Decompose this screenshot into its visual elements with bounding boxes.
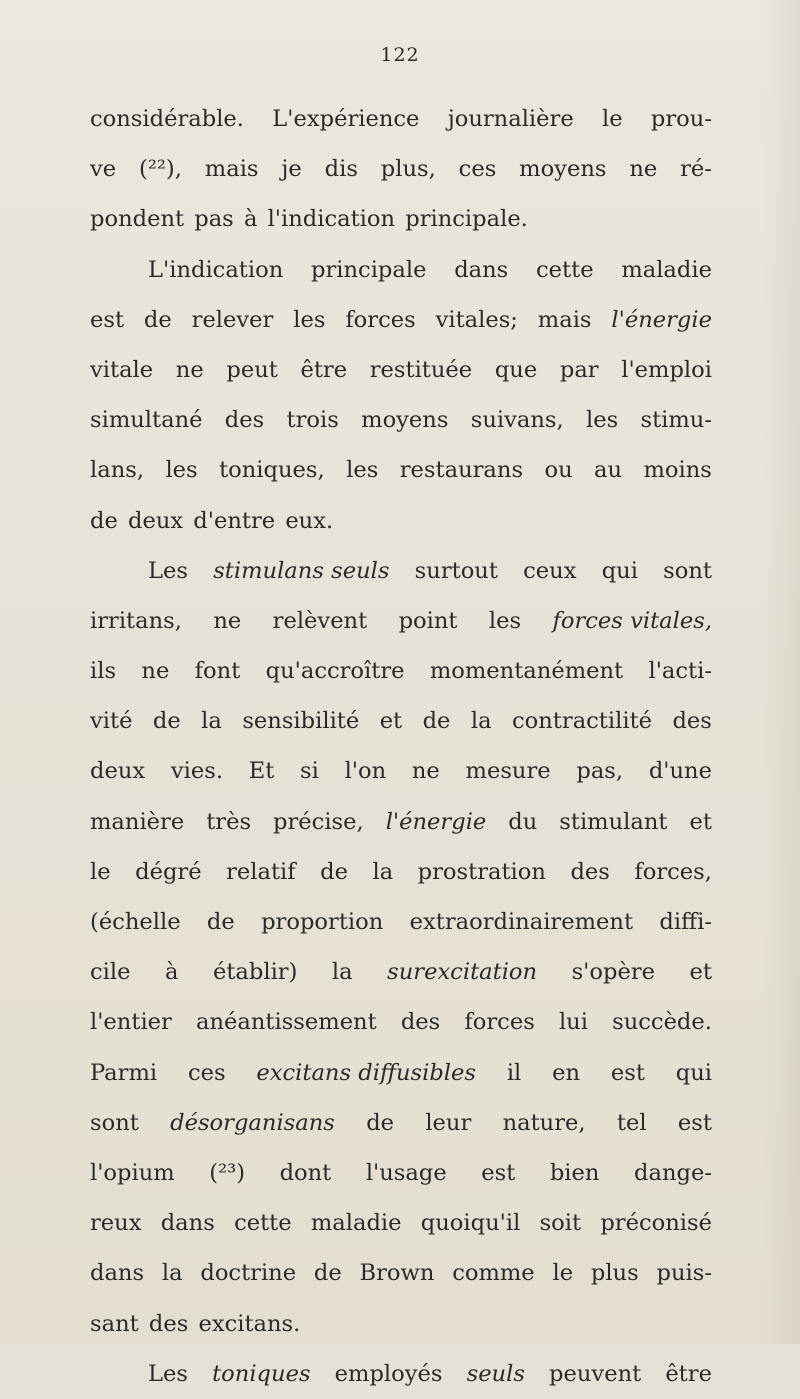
word: les bbox=[346, 457, 379, 484]
word: bien bbox=[549, 1159, 600, 1186]
word: maladie bbox=[310, 1210, 402, 1237]
word: dégré bbox=[135, 858, 202, 885]
word: les bbox=[293, 306, 326, 333]
word: dont bbox=[279, 1159, 332, 1186]
word: ces bbox=[187, 1059, 226, 1086]
word: les bbox=[488, 607, 522, 634]
text-line bbox=[90, 94, 712, 144]
word: succède. bbox=[612, 1009, 712, 1036]
word: de bbox=[313, 1260, 342, 1287]
word: si bbox=[300, 758, 319, 785]
word: désorganisans bbox=[170, 1109, 335, 1136]
word: l'énergie bbox=[611, 306, 712, 333]
word: Et bbox=[248, 758, 275, 785]
word: (²²), bbox=[139, 156, 182, 183]
word: l'emploi bbox=[621, 356, 712, 383]
text-line bbox=[90, 144, 712, 194]
word: seuls bbox=[466, 1360, 525, 1387]
text-line bbox=[90, 596, 712, 646]
text-line bbox=[90, 295, 712, 345]
word: reux bbox=[90, 1210, 142, 1237]
text-line bbox=[90, 897, 712, 947]
word: est bbox=[90, 306, 125, 333]
word: extraordinairement bbox=[409, 909, 634, 935]
word: diffi- bbox=[659, 909, 712, 935]
text-line bbox=[90, 847, 712, 897]
word: toniques bbox=[212, 1360, 311, 1387]
word: de bbox=[422, 708, 451, 735]
word: l'acti- bbox=[648, 658, 712, 685]
text-line bbox=[90, 546, 712, 596]
word: sant bbox=[90, 1310, 139, 1337]
word: des bbox=[400, 1009, 441, 1036]
word: la bbox=[470, 708, 492, 735]
word: et bbox=[379, 708, 403, 735]
word: comme bbox=[452, 1260, 535, 1287]
word: la bbox=[161, 1260, 183, 1287]
word: Brown bbox=[359, 1260, 435, 1287]
text-line bbox=[90, 1349, 712, 1399]
word: mais bbox=[204, 156, 259, 183]
word: principale. bbox=[405, 206, 528, 233]
word: relatif bbox=[226, 858, 296, 885]
word: de bbox=[143, 306, 172, 333]
word: ne bbox=[213, 607, 242, 634]
word: au bbox=[594, 457, 623, 484]
word: ou bbox=[544, 457, 573, 484]
word: doctrine bbox=[200, 1260, 297, 1287]
word: peut bbox=[226, 356, 278, 383]
word: est bbox=[481, 1159, 516, 1186]
word: le bbox=[602, 106, 623, 132]
word: restituée bbox=[369, 356, 473, 383]
word: sont bbox=[90, 1109, 139, 1136]
word: qui bbox=[601, 557, 638, 584]
word: Les bbox=[148, 557, 188, 584]
word: et bbox=[689, 959, 712, 986]
text-line bbox=[90, 496, 712, 546]
word: relever bbox=[191, 306, 274, 333]
text-line bbox=[90, 445, 712, 495]
text-line bbox=[90, 1248, 712, 1298]
word: dis bbox=[324, 156, 358, 183]
text-line bbox=[90, 345, 712, 395]
word: contractilité bbox=[512, 708, 653, 735]
word: des bbox=[672, 708, 712, 735]
word: (²³) bbox=[209, 1159, 246, 1186]
word: des bbox=[148, 1310, 189, 1337]
word: plus bbox=[590, 1260, 639, 1287]
word: les bbox=[165, 457, 198, 484]
word: ceux bbox=[523, 557, 577, 584]
word: l'énergie bbox=[385, 808, 487, 835]
word: deux bbox=[128, 507, 184, 534]
word: Parmi bbox=[90, 1059, 158, 1086]
word: journalière bbox=[447, 106, 574, 132]
word: excitans. bbox=[198, 1310, 301, 1337]
word: la bbox=[201, 708, 222, 735]
word: l'usage bbox=[365, 1159, 447, 1186]
word: à bbox=[243, 206, 258, 233]
word: excitans diffusibles bbox=[256, 1059, 476, 1086]
word: prostration bbox=[417, 858, 546, 885]
word: forces bbox=[464, 1009, 535, 1036]
word: ré- bbox=[680, 156, 712, 183]
word: dange- bbox=[634, 1159, 712, 1186]
word: ne bbox=[411, 758, 440, 785]
word: momentanément bbox=[429, 658, 624, 685]
word: vité bbox=[90, 708, 133, 735]
text-line bbox=[90, 797, 712, 847]
word: sensibilité bbox=[242, 708, 360, 735]
word: et bbox=[689, 808, 712, 835]
word: forces vitales, bbox=[552, 607, 712, 634]
word: de bbox=[366, 1109, 395, 1136]
word: ne bbox=[175, 356, 204, 383]
word: qu'accroître bbox=[265, 658, 405, 685]
text-line bbox=[90, 245, 712, 295]
word: l'indication bbox=[267, 206, 396, 233]
word: est bbox=[610, 1059, 645, 1086]
word: l'opium bbox=[90, 1159, 175, 1186]
word: dans bbox=[90, 1260, 145, 1287]
word: d'une bbox=[648, 758, 712, 785]
word: soit bbox=[539, 1210, 582, 1237]
word: lui bbox=[558, 1009, 588, 1036]
word: moyens bbox=[519, 156, 607, 183]
word: surtout bbox=[414, 557, 498, 584]
word: anéantissement bbox=[195, 1009, 377, 1036]
word: relèvent bbox=[272, 607, 368, 634]
word: vies. bbox=[170, 758, 223, 785]
word: pondent bbox=[90, 206, 185, 233]
text-line bbox=[90, 1048, 712, 1098]
word: des bbox=[570, 858, 610, 885]
text-line bbox=[90, 696, 712, 746]
text-line bbox=[90, 1148, 712, 1198]
text-line bbox=[90, 646, 712, 696]
word: je bbox=[281, 156, 302, 183]
word: tel bbox=[616, 1109, 647, 1136]
word: sont bbox=[663, 557, 712, 584]
word: dans bbox=[454, 256, 509, 283]
word: ve bbox=[90, 156, 117, 183]
word: leur bbox=[425, 1109, 472, 1136]
word: du bbox=[508, 808, 538, 835]
word: suivans, bbox=[470, 407, 564, 434]
word: la bbox=[372, 858, 394, 885]
text-line bbox=[90, 947, 712, 997]
word: vitale bbox=[90, 356, 154, 383]
word: peuvent bbox=[549, 1360, 642, 1387]
word: en bbox=[552, 1059, 581, 1086]
word: principale bbox=[311, 256, 427, 283]
text-line bbox=[90, 194, 712, 244]
word: s'opère bbox=[571, 959, 655, 986]
word: stimulans seuls bbox=[213, 557, 390, 584]
word: restaurans bbox=[399, 457, 524, 484]
word: proportion bbox=[261, 909, 384, 935]
word: trois bbox=[286, 407, 339, 434]
word: surexcitation bbox=[387, 959, 538, 986]
word: considérable. bbox=[90, 106, 244, 132]
word: l'entier bbox=[90, 1009, 172, 1036]
word: précise, bbox=[273, 808, 364, 835]
word: moyens bbox=[361, 407, 449, 434]
word: très bbox=[206, 808, 252, 835]
word: dans bbox=[160, 1210, 215, 1237]
word: manière bbox=[90, 808, 185, 835]
word: forces, bbox=[634, 858, 712, 885]
word: à bbox=[164, 959, 179, 986]
word: pas, bbox=[576, 758, 624, 785]
word: mais bbox=[537, 306, 592, 333]
word: être bbox=[665, 1360, 712, 1387]
word: qui bbox=[675, 1059, 712, 1086]
word: prou- bbox=[650, 106, 712, 132]
word: lans, bbox=[90, 457, 145, 484]
word: par bbox=[559, 356, 599, 383]
word: de bbox=[320, 858, 348, 885]
word: deux bbox=[90, 758, 146, 785]
word: le bbox=[552, 1260, 574, 1287]
word: font bbox=[194, 658, 241, 685]
word: simultané bbox=[90, 407, 203, 434]
page-edge-shadow bbox=[764, 0, 800, 1344]
word: Les bbox=[148, 1360, 188, 1387]
text-line bbox=[90, 1198, 712, 1248]
word: ne bbox=[141, 658, 170, 685]
word: pas bbox=[194, 206, 234, 233]
word: (échelle bbox=[90, 909, 181, 935]
word: employés bbox=[334, 1360, 443, 1387]
text-line bbox=[90, 395, 712, 445]
page-body-text bbox=[90, 94, 712, 1399]
word: de bbox=[90, 507, 118, 534]
word: la bbox=[331, 959, 353, 986]
word: est bbox=[677, 1109, 712, 1136]
word: mesure bbox=[465, 758, 551, 785]
text-line bbox=[90, 1098, 712, 1148]
word: l'on bbox=[344, 758, 387, 785]
word: point bbox=[398, 607, 458, 634]
word: des bbox=[224, 407, 265, 434]
word: L'indication bbox=[148, 256, 284, 283]
word: ne bbox=[629, 156, 658, 183]
word: le bbox=[90, 858, 111, 885]
word: forces bbox=[345, 306, 416, 333]
word: cette bbox=[536, 256, 594, 283]
word: irritans, bbox=[90, 607, 182, 634]
word: eux. bbox=[285, 507, 334, 534]
word: être bbox=[300, 356, 348, 383]
word: les bbox=[585, 407, 619, 434]
word: toniques, bbox=[219, 457, 325, 484]
text-line bbox=[90, 746, 712, 796]
text-line bbox=[90, 1299, 712, 1349]
word: plus, bbox=[380, 156, 436, 183]
word: que bbox=[494, 356, 538, 383]
word: vitales; bbox=[435, 306, 518, 333]
word: moins bbox=[643, 457, 712, 484]
word: ils bbox=[90, 658, 117, 685]
word: stimulant bbox=[559, 808, 668, 835]
page-number: 122 bbox=[380, 44, 420, 66]
word: de bbox=[206, 909, 235, 935]
word: il bbox=[506, 1059, 522, 1086]
word: de bbox=[152, 708, 181, 735]
text-line bbox=[90, 997, 712, 1047]
word: cette bbox=[234, 1210, 292, 1237]
word: établir) bbox=[212, 959, 298, 986]
word: puis- bbox=[656, 1260, 712, 1287]
word: nature, bbox=[502, 1109, 586, 1136]
word: stimu- bbox=[640, 407, 712, 434]
word: cile bbox=[90, 959, 131, 986]
word: L'expérience bbox=[272, 106, 420, 132]
word: maladie bbox=[621, 256, 712, 283]
word: préconisé bbox=[600, 1210, 712, 1237]
word: quoiqu'il bbox=[420, 1210, 521, 1237]
word: ces bbox=[458, 156, 497, 183]
word: d'entre bbox=[193, 507, 276, 534]
